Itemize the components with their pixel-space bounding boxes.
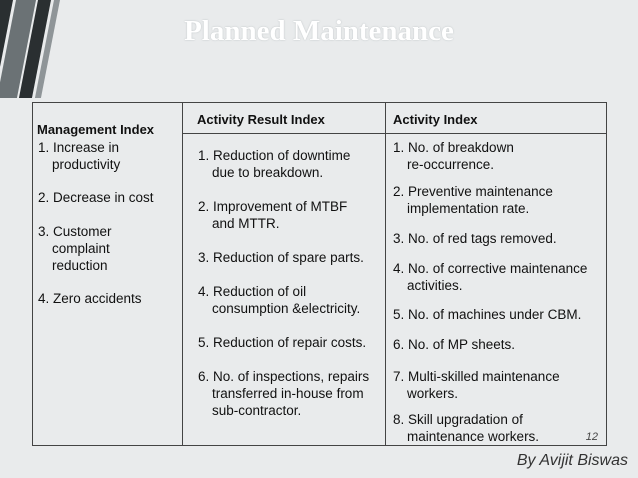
activity-index-header: Activity Index xyxy=(393,112,478,127)
list-item: 3. Reduction of spare parts. xyxy=(198,250,364,265)
slide-title: Planned Maintenance xyxy=(184,15,454,47)
list-item: 3. No. of red tags removed. xyxy=(393,231,557,246)
list-item: 4. Reduction of oil consumption &electricity. xyxy=(198,284,361,316)
activity-result-index-header: Activity Result Index xyxy=(197,112,325,127)
list-item: 4. No. of corrective maintenance activities. xyxy=(393,261,588,293)
list-item: 1. Reduction of downtime due to breakdown. xyxy=(198,148,351,180)
list-item: 2. Decrease in cost xyxy=(38,190,154,205)
list-item: 2. Preventive maintenance implementation rate. xyxy=(393,184,553,216)
list-item: 5. No. of machines under CBM. xyxy=(393,307,582,322)
list-item: 8. Skill upgradation of maintenance workers. xyxy=(393,412,540,444)
list-item: 5. Reduction of repair costs. xyxy=(198,335,367,350)
list-item: 6. No. of MP sheets. xyxy=(393,337,516,352)
header-divider xyxy=(182,133,606,134)
list-item: 7. Multi-skilled maintenance workers. xyxy=(393,369,560,401)
author-credit: By Avijit Biswas xyxy=(516,452,628,469)
list-item: 4. Zero accidents xyxy=(38,291,142,306)
management-index-header: Management Index xyxy=(37,122,155,137)
list-item: 3. Customer complaint reduction xyxy=(38,224,112,273)
list-item: 1. No. of breakdown re-occurrence. xyxy=(393,140,514,172)
page-number: 12 xyxy=(585,431,598,443)
list-item: 2. Improvement of MTBF and MTTR. xyxy=(198,199,348,231)
list-item: 1. Increase in productivity xyxy=(38,140,121,172)
list-item: 6. No. of inspections, repairs transferred in-house from sub-contractor. xyxy=(198,369,370,418)
index-table xyxy=(32,102,607,446)
